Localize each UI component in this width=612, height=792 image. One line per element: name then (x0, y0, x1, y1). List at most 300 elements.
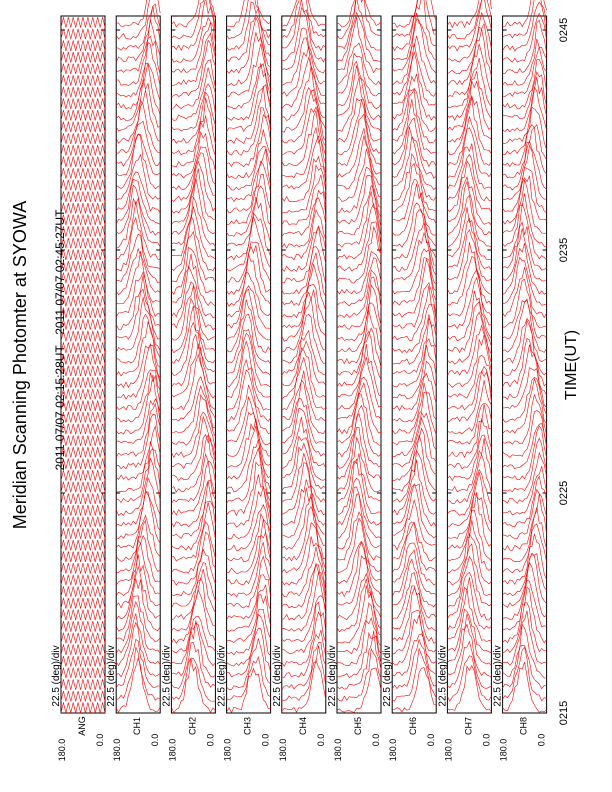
trace-line (447, 470, 491, 516)
trace-line (61, 645, 105, 655)
trace-line (61, 389, 105, 399)
trace-line (171, 549, 215, 596)
y-top-label: 180.0 (57, 738, 67, 762)
trace-line (503, 662, 547, 712)
trace-line (227, 186, 271, 236)
trace-line (503, 243, 547, 294)
trace-line (171, 132, 215, 178)
trace-line (337, 0, 381, 38)
trace-line (392, 89, 436, 132)
trace-line (61, 110, 105, 120)
trace-line (392, 36, 436, 86)
trace-line (61, 505, 105, 515)
trace-line (171, 386, 215, 433)
trace-line (116, 449, 160, 503)
panel-ch7 (437, 0, 491, 761)
trace-line (392, 374, 436, 423)
trace-line (282, 157, 326, 202)
trace-line (447, 371, 491, 422)
channel-label: ANG (77, 716, 87, 736)
trace-line (337, 438, 381, 492)
scale-label: 22.5 (deg)/div (492, 645, 504, 707)
trace-line (171, 22, 215, 72)
trace-line (392, 304, 436, 353)
trace-line (337, 668, 381, 713)
trace-line (61, 238, 105, 248)
trace-line (227, 474, 271, 527)
trace-line (337, 17, 381, 73)
trace-line (392, 345, 436, 399)
trace-line (171, 68, 215, 121)
trace-line (282, 371, 326, 422)
trace-line (447, 144, 491, 190)
trace-line (503, 368, 547, 409)
trace-line (503, 77, 547, 132)
trace-line (282, 165, 326, 213)
trace-line (171, 232, 215, 283)
y-bottom-label: 0.0 (536, 733, 547, 747)
trace-line (503, 300, 547, 338)
trace-line (392, 136, 436, 190)
trace-line (392, 586, 436, 631)
trace-line (61, 64, 105, 75)
trace-line (447, 29, 491, 85)
trace-line (227, 272, 271, 317)
trace-line (61, 552, 105, 563)
trace-line (171, 92, 215, 143)
trace-line (503, 88, 547, 144)
trace-line (116, 567, 160, 620)
trace-line (116, 639, 160, 687)
trace-line (447, 128, 491, 179)
trace-line (61, 470, 105, 481)
scale-label: 22.5 (deg)/div (51, 645, 62, 707)
panel-ch6 (382, 0, 436, 761)
trace-line (503, 180, 547, 234)
trace-line (282, 602, 326, 653)
trace-line (61, 157, 105, 167)
trace-line (337, 167, 381, 212)
trace-line (116, 218, 160, 271)
trace-line (392, 180, 436, 224)
y-top-label: 180.0 (443, 738, 454, 762)
trace-line (116, 172, 160, 213)
panel-ch2 (161, 0, 215, 761)
trace-line (282, 398, 326, 444)
trace-line (61, 424, 105, 435)
trace-line (282, 290, 326, 342)
trace-line (171, 254, 215, 307)
trace-line (227, 615, 271, 667)
trace-line (227, 197, 271, 246)
trace-line (503, 494, 547, 551)
trace-line (61, 133, 105, 144)
trace-line (171, 435, 215, 481)
trace-line (61, 691, 105, 702)
trace-line (503, 534, 547, 584)
trace-line (227, 161, 271, 213)
trace-line (337, 0, 381, 50)
panel-ch1 (106, 0, 160, 761)
y-bottom-label: 0.0 (150, 733, 161, 747)
trace-line (61, 17, 105, 27)
y-bottom-label: 0.0 (481, 733, 492, 747)
trace-line (61, 366, 105, 376)
trace-line (392, 500, 436, 549)
panel-frame (227, 16, 271, 713)
x-tick-label: 0235 (558, 237, 570, 263)
trace-line (171, 623, 215, 666)
trace-line (61, 586, 105, 596)
y-top-label: 180.0 (498, 738, 509, 762)
trace-line (116, 249, 160, 295)
trace-line (61, 250, 105, 260)
trace-line (116, 478, 160, 526)
chart-subtitle: 2011 07/07 02:15:28UT - 2011 07/07 02:45:27UT (53, 209, 67, 471)
trace-line (503, 59, 547, 109)
trace-line (337, 618, 381, 666)
trace-line (61, 540, 105, 551)
trace-line (392, 127, 436, 178)
trace-line (61, 412, 105, 423)
trace-line (61, 226, 105, 236)
trace-line (337, 303, 381, 353)
trace-line (447, 257, 491, 306)
trace-line (282, 630, 326, 677)
trace-line (171, 0, 215, 50)
panels-group (51, 0, 547, 761)
trace-line (447, 557, 491, 608)
trace-line (116, 555, 160, 608)
channel-label: CH3 (242, 716, 253, 736)
trace-line (171, 461, 215, 515)
trace-line (337, 633, 381, 677)
trace-line (61, 517, 105, 527)
trace-line (447, 0, 491, 28)
y-bottom-label: 0.0 (260, 733, 271, 747)
trace-line (392, 543, 436, 585)
trace-line (61, 75, 105, 86)
trace-line (282, 198, 326, 248)
chart-title: Meridian Scanning Photomter at SYOWA (10, 200, 30, 530)
channel-label: CH6 (408, 716, 419, 736)
trace-line (61, 29, 105, 39)
trace-line (337, 128, 381, 178)
trace-line (227, 595, 271, 643)
trace-line (392, 163, 436, 212)
trace-line (337, 393, 381, 445)
scale-label: 22.5 (deg)/div (271, 645, 283, 707)
trace-line (171, 659, 215, 713)
trace-line (503, 72, 547, 119)
panel-ch8 (493, 0, 547, 761)
trace-line (61, 296, 105, 306)
trace-line (447, 404, 491, 457)
trace-line (171, 0, 215, 27)
trace-line (227, 174, 271, 224)
trace-line (61, 273, 105, 284)
trace-line (282, 572, 326, 631)
trace-line (227, 255, 271, 306)
trace-line (447, 355, 491, 398)
trace-line (61, 633, 105, 644)
trace-line (503, 228, 547, 281)
trace-line (337, 459, 381, 514)
trace-line (392, 259, 436, 317)
trace-line (116, 20, 160, 72)
trace-line (447, 493, 491, 538)
trace-line (227, 314, 271, 364)
trace-line (503, 424, 547, 469)
trace-line (337, 13, 381, 62)
trace-line (61, 284, 105, 295)
scale-label: 22.5 (deg)/div (437, 645, 449, 707)
trace-line (503, 257, 547, 305)
trace-line (61, 493, 105, 504)
trace-line (282, 284, 326, 327)
trace-line (282, 463, 326, 515)
panel-ch3 (217, 0, 271, 761)
trace-line (503, 647, 547, 701)
trace-line (282, 91, 326, 143)
y-bottom-label: 0.0 (95, 733, 105, 747)
trace-line (61, 435, 105, 445)
trace-line (116, 234, 160, 283)
channel-label: CH7 (463, 716, 474, 736)
trace-line (116, 134, 160, 176)
trace-line (447, 207, 491, 260)
trace-line (116, 658, 160, 712)
trace-line (282, 443, 326, 490)
y-bottom-label: 0.0 (315, 733, 326, 747)
trace-line (337, 277, 381, 330)
panel-ch5 (327, 0, 381, 761)
trace-line (61, 447, 105, 457)
trace-line (337, 78, 381, 132)
trace-line (503, 339, 547, 387)
trace-line (447, 335, 491, 388)
trace-line (61, 459, 105, 469)
trace-line (61, 354, 105, 365)
trace-line (116, 275, 160, 329)
trace-line (61, 610, 105, 621)
trace-line (392, 460, 436, 515)
trace-line (227, 585, 271, 631)
trace-line (116, 185, 160, 235)
trace-line (392, 522, 436, 561)
trace-line (503, 222, 547, 270)
trace-line (447, 455, 491, 504)
trace-line (447, 154, 491, 200)
trace-line (503, 395, 547, 445)
trace-line (171, 658, 215, 701)
trace-line (61, 261, 105, 272)
trace-line (227, 514, 271, 562)
trace-line (337, 53, 381, 96)
trace-line (61, 203, 105, 214)
y-bottom-label: 0.0 (205, 733, 216, 747)
y-top-label: 180.0 (277, 738, 288, 762)
trace-line (337, 543, 381, 597)
trace-line (227, 86, 271, 144)
scale-label: 22.5 (deg)/div (106, 645, 118, 707)
y-bottom-label: 0.0 (426, 733, 437, 747)
trace-line (282, 107, 326, 154)
trace-line (171, 501, 215, 550)
trace-line (503, 20, 547, 73)
trace-line (282, 488, 326, 538)
y-top-label: 180.0 (112, 738, 123, 762)
trace-line (227, 115, 271, 167)
trace-line (392, 559, 436, 607)
trace-line (337, 191, 381, 247)
trace-line (171, 616, 215, 653)
trace-line (337, 0, 381, 27)
trace-line (392, 52, 436, 105)
channel-label: CH8 (518, 716, 529, 736)
trace-line (61, 482, 105, 493)
channel-label: CH5 (353, 716, 363, 736)
trace-line (447, 572, 491, 620)
trace-line (61, 87, 105, 97)
channel-label: CH4 (297, 716, 308, 736)
trace-line (282, 58, 326, 109)
trace-line (116, 314, 160, 363)
trace-line (392, 484, 436, 527)
scale-label: 22.5 (deg)/div (327, 645, 338, 707)
trace-line (503, 2, 547, 51)
trace-line (282, 565, 326, 620)
trace-line (337, 556, 381, 608)
trace-line (282, 645, 326, 701)
trace-line (61, 621, 105, 632)
trace-line (503, 176, 547, 224)
trace-line (227, 439, 271, 492)
y-top-label: 180.0 (222, 738, 233, 762)
trace-line (447, 656, 491, 701)
trace-line (61, 377, 105, 387)
trace-line (61, 575, 105, 585)
scale-label: 22.5 (deg)/div (161, 645, 173, 707)
x-axis-label: TIME(UT) (563, 329, 580, 401)
trace-line (61, 401, 105, 412)
trace-line (447, 492, 491, 549)
trace-line (447, 577, 491, 631)
trace-line (61, 598, 105, 609)
trace-line (116, 579, 160, 631)
trace-line (171, 522, 215, 573)
trace-line (282, 507, 326, 561)
trace-line (447, 641, 491, 688)
trace-line (61, 40, 105, 51)
trace-line (392, 522, 436, 572)
trace-line (447, 270, 491, 316)
trace-line (337, 62, 381, 109)
channel-label: CH1 (132, 716, 143, 736)
x-tick-label: 0225 (558, 480, 570, 506)
trace-line (337, 270, 381, 318)
x-tick-label: 0215 (558, 700, 570, 726)
trace-line (171, 344, 215, 399)
trace-line (171, 306, 215, 364)
trace-line (61, 168, 105, 178)
trace-line (116, 0, 160, 27)
trace-line (392, 451, 436, 503)
trace-line (337, 414, 381, 469)
trace-line (503, 204, 547, 260)
trace-line (171, 563, 215, 609)
trace-line (337, 631, 381, 689)
trace-line (61, 528, 105, 539)
trace-line (61, 215, 105, 226)
trace-line (282, 226, 326, 271)
trace-line (392, 0, 436, 27)
trace-line (61, 99, 105, 109)
trace-line (447, 230, 491, 281)
trace-line (503, 267, 547, 318)
trace-line (447, 13, 491, 63)
trace-line (503, 411, 547, 458)
y-top-label: 180.0 (167, 738, 178, 762)
trace-line (447, 71, 491, 120)
y-top-label: 180.0 (388, 738, 399, 762)
trace-line (61, 308, 105, 318)
scale-label: 22.5 (deg)/div (216, 645, 228, 707)
scale-label: 22.5 (deg)/div (382, 645, 394, 707)
trace-line (282, 453, 326, 503)
trace-line (503, 13, 547, 62)
y-bottom-label: 0.0 (371, 733, 381, 747)
y-top-label: 180.0 (333, 738, 343, 762)
trace-line (392, 339, 436, 387)
trace-line (61, 191, 105, 202)
trace-line (337, 66, 381, 120)
trace-line (282, 226, 326, 283)
trace-line (61, 656, 105, 666)
trace-line (503, 477, 547, 527)
trace-line (116, 199, 160, 248)
trace-line (116, 43, 160, 98)
trace-line (61, 668, 105, 678)
trace-line (392, 361, 436, 410)
x-tick-label: 0245 (558, 17, 570, 43)
trace-line (282, 0, 326, 38)
trace-line (61, 331, 105, 342)
trace-line (116, 399, 160, 443)
trace-line (282, 0, 326, 27)
trace-line (447, 614, 491, 666)
trace-line (282, 298, 326, 352)
trace-line (282, 128, 326, 178)
trace-line (61, 342, 105, 353)
trace-line (116, 375, 160, 434)
panel-ch4 (272, 0, 326, 761)
trace-line (61, 180, 105, 191)
trace-line (503, 0, 547, 38)
trace-line (61, 563, 105, 574)
trace-line (171, 216, 215, 270)
trace-line (447, 0, 491, 51)
trace-line (171, 60, 215, 109)
trace-line (337, 114, 381, 166)
trace-line (337, 328, 381, 375)
trace-line (171, 643, 215, 689)
trace-line (61, 52, 105, 63)
trace-line (447, 0, 491, 39)
trace-line (282, 348, 326, 399)
trace-line (503, 318, 547, 362)
trace-line (227, 486, 271, 538)
